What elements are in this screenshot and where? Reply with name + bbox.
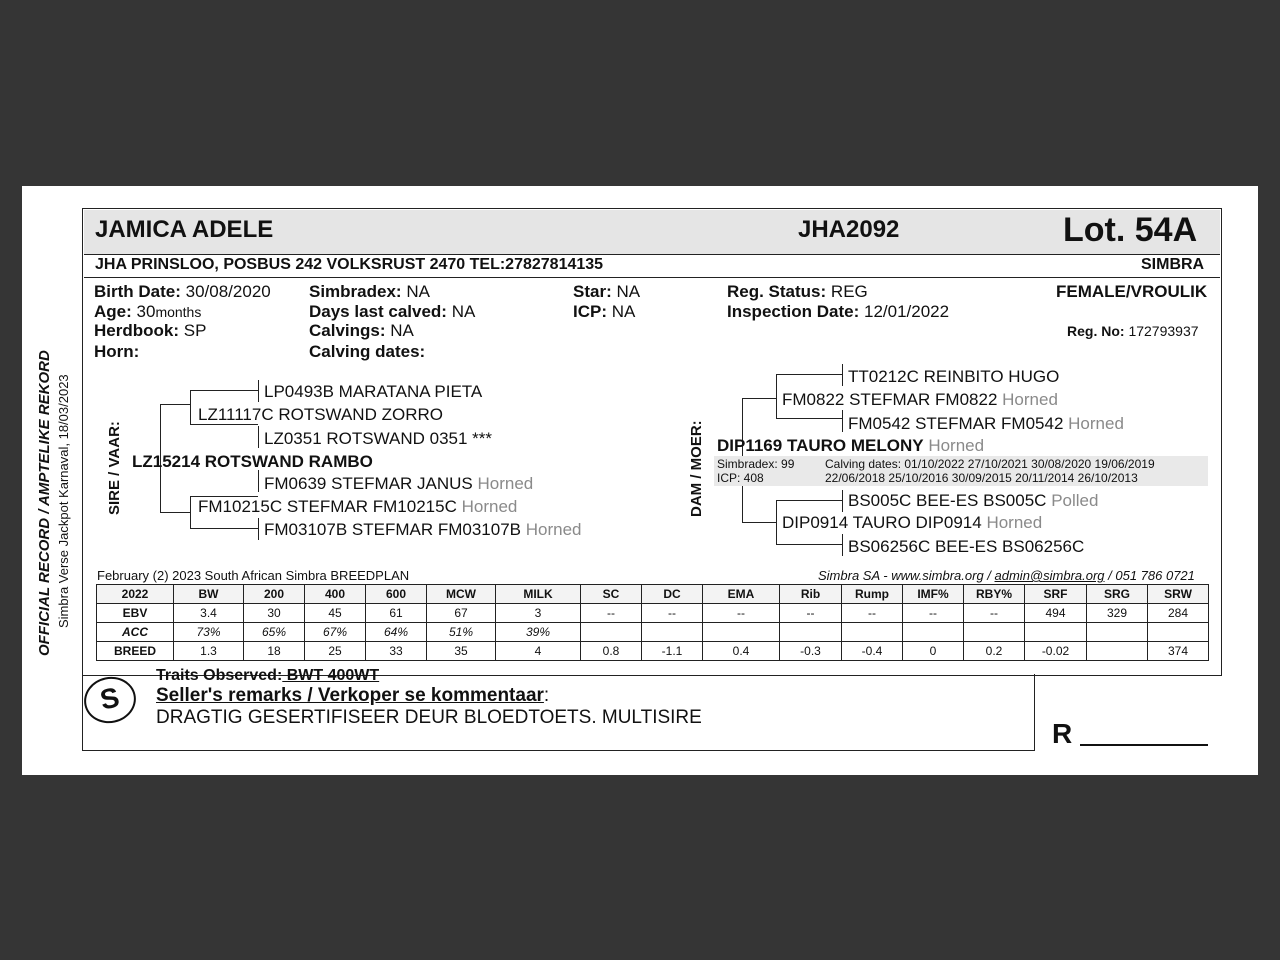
table-cell: 0.4 (703, 642, 780, 661)
dam-calving-dates-2: 22/06/2018 25/10/2016 30/09/2015 20/11/2014 26/10/2013 (825, 471, 1138, 485)
animal-code: JHA2092 (798, 216, 900, 243)
dam-simbradex: Simbradex: 99 (717, 457, 795, 471)
table-header-cell: RBY% (964, 585, 1025, 604)
table-header-row (97, 585, 1209, 604)
dam-line (776, 500, 777, 544)
sire-line (160, 404, 190, 405)
star: Star: NA (573, 282, 641, 301)
table-cell: 3.4 (174, 604, 244, 623)
remarks-label: Seller's remarks / Verkoper se kommentaar: (156, 685, 550, 706)
dam-name: DIP1169 TAURO MELONY Horned (717, 436, 985, 455)
table-cell: 51% (427, 623, 496, 642)
icp: ICP: NA (573, 302, 636, 321)
table-cell: 0 (903, 642, 964, 661)
table-cell: -- (581, 604, 642, 623)
dam-line (776, 500, 842, 501)
calving-dates: Calving dates: (309, 342, 426, 361)
sire-line (160, 512, 190, 513)
sex: FEMALE/VROULIK (1056, 282, 1208, 301)
table-header-cell: 2022 (97, 585, 174, 604)
table-cell: 33 (366, 642, 427, 661)
table-cell: 65% (244, 623, 305, 642)
table-cell: -- (964, 604, 1025, 623)
sire-line (258, 470, 259, 492)
inspection-date: Inspection Date: 12/01/2022 (727, 302, 950, 321)
sire-sire-sire: LP0493B MARATANA PIETA (264, 382, 483, 401)
table-cell: 39% (496, 623, 581, 642)
sire-dam-sire: FM0639 STEFMAR JANUS Horned (264, 474, 534, 493)
table-cell: 374 (1148, 642, 1209, 661)
table-cell: 3 (496, 604, 581, 623)
table-cell: -1.1 (642, 642, 703, 661)
table-cell (1025, 623, 1087, 642)
simbradex: Simbradex: NA (309, 282, 430, 301)
dam-line (776, 418, 842, 419)
table-cell: -- (703, 604, 780, 623)
table-header-cell: SRG (1087, 585, 1148, 604)
price-line (1080, 744, 1208, 746)
table-cell (703, 623, 780, 642)
table-header-cell: SRF (1025, 585, 1087, 604)
table-header-cell: Rib (780, 585, 842, 604)
table-row-acc (97, 623, 1209, 642)
official-record-label: OFFICIAL RECORD / AMPTELIKE REKORD (36, 350, 53, 656)
table-cell: -0.4 (842, 642, 903, 661)
table-header-cell: MILK (496, 585, 581, 604)
table-cell: 4 (496, 642, 581, 661)
table-cell (581, 623, 642, 642)
dam-line (776, 374, 777, 418)
table-cell: 1.3 (174, 642, 244, 661)
table-cell: 67% (305, 623, 366, 642)
breed-label: SIMBRA (1141, 256, 1205, 273)
animal-name: JAMICA ADELE (95, 216, 274, 243)
table-cell (780, 623, 842, 642)
sire-dam-dam: FM03107B STEFMAR FM03107B Horned (264, 520, 582, 539)
table-cell (1148, 623, 1209, 642)
table-header-cell: BW (174, 585, 244, 604)
table-cell: 30 (244, 604, 305, 623)
birth-date: Birth Date: 30/08/2020 (94, 282, 271, 301)
calvings: Calvings: NA (309, 321, 414, 340)
herdbook: Herdbook: SP (94, 321, 207, 340)
table-header-cell: EMA (703, 585, 780, 604)
sire-line (190, 528, 258, 529)
sire-line (258, 380, 259, 402)
dam-label: DAM / MOER: (688, 420, 705, 517)
table-cell (964, 623, 1025, 642)
table-cell: 0.8 (581, 642, 642, 661)
dam-sire-sire: TT0212C REINBITO HUGO (848, 367, 1060, 386)
dam-dam-sire: BS005C BEE-ES BS005C Polled (848, 491, 1099, 510)
table-row-label: EBV (97, 604, 174, 623)
sire-name: LZ15214 ROTSWAND RAMBO (132, 452, 373, 471)
age: Age: 30months (94, 302, 202, 321)
sire-dam: FM10215C STEFMAR FM10215C Horned (198, 497, 518, 516)
simbra-logo-icon: S (80, 672, 140, 728)
dam-line (776, 374, 842, 375)
table-cell (903, 623, 964, 642)
sire-line (258, 518, 259, 540)
table-cell (1087, 623, 1148, 642)
dam-sire: FM0822 STEFMAR FM0822 Horned (782, 390, 1058, 409)
dam-sire-dam: FM0542 STEFMAR FM0542 Horned (848, 414, 1124, 433)
traits-observed: Traits Observed: BWT 400WT (156, 667, 380, 684)
table-cell: 25 (305, 642, 366, 661)
table-header-cell: MCW (427, 585, 496, 604)
table-cell (1087, 642, 1148, 661)
dam-dam: DIP0914 TAURO DIP0914 Horned (782, 513, 1043, 532)
sire-line (190, 496, 191, 528)
table-cell (642, 623, 703, 642)
table-header-cell: SRW (1148, 585, 1209, 604)
sire-line (258, 426, 259, 448)
table-cell: 494 (1025, 604, 1087, 623)
table-header-cell: IMF% (903, 585, 964, 604)
lot-number: Lot. 54A (1063, 211, 1198, 249)
breedplan-contact: Simbra SA - www.simbra.org / admin@simbra.org / 051 786 0721 (818, 568, 1195, 583)
sire-line (190, 390, 258, 391)
table-cell: 73% (174, 623, 244, 642)
dam-line (842, 534, 843, 556)
owner-line: JHA PRINSLOO, POSBUS 242 VOLKSRUST 2470 TEL:27827814135 (95, 256, 604, 273)
table-cell: 35 (427, 642, 496, 661)
dam-dam-dam: BS06256C BEE-ES BS06256C (848, 537, 1085, 556)
table-header-cell: 600 (366, 585, 427, 604)
horn: Horn: (94, 342, 140, 361)
remarks-text: DRAGTIG GESERTIFISEER DEUR BLOEDTOETS. MULTISIRE (156, 707, 702, 728)
breedplan-table (96, 584, 1209, 661)
table-cell: 0.2 (964, 642, 1025, 661)
table-row-ebv (97, 604, 1209, 623)
table-cell: 284 (1148, 604, 1209, 623)
sire-sire: LZ11117C ROTSWAND ZORRO (198, 405, 443, 424)
table-header-cell: Rump (842, 585, 903, 604)
table-row-label: BREED (97, 642, 174, 661)
table-cell: -- (642, 604, 703, 623)
table-cell: 329 (1087, 604, 1148, 623)
dam-line (842, 364, 843, 386)
table-cell: -- (842, 604, 903, 623)
days-last-calved: Days last calved: NA (309, 302, 476, 321)
sire-line (190, 390, 191, 424)
table-cell: 45 (305, 604, 366, 623)
reg-number: Reg. No: 172793937 (1067, 323, 1199, 339)
table-cell (842, 623, 903, 642)
table-cell: -- (903, 604, 964, 623)
table-cell: -0.02 (1025, 642, 1087, 661)
reg-status: Reg. Status: REG (727, 282, 868, 301)
table-row-breed (97, 642, 1209, 661)
table-row-label: ACC (97, 623, 174, 642)
table-header-cell: 400 (305, 585, 366, 604)
event-label: Simbra Verse Jackpot Karnaval, 18/03/2023 (56, 374, 71, 628)
table-cell: 61 (366, 604, 427, 623)
dam-line (776, 544, 842, 545)
table-header-cell: SC (581, 585, 642, 604)
table-cell: 67 (427, 604, 496, 623)
price-label: R (1052, 718, 1073, 749)
table-cell: -0.3 (780, 642, 842, 661)
table-header-cell: DC (642, 585, 703, 604)
sire-label: SIRE / VAAR: (106, 421, 123, 515)
table-cell: 18 (244, 642, 305, 661)
table-header-cell: 200 (244, 585, 305, 604)
breedplan-caption: February (2) 2023 South African Simbra BREEDPLAN (97, 568, 410, 583)
dam-line (842, 490, 843, 512)
sire-sire-dam: LZ0351 ROTSWAND 0351 *** (264, 429, 493, 448)
dam-line (742, 398, 776, 399)
table-cell: 64% (366, 623, 427, 642)
dam-icp: ICP: 408 (717, 471, 764, 485)
dam-line (842, 410, 843, 432)
dam-line (742, 522, 776, 523)
table-cell: -- (780, 604, 842, 623)
dam-calving-dates-1: Calving dates: 01/10/2022 27/10/2021 30/08/2020 19/06/2019 (825, 457, 1155, 471)
